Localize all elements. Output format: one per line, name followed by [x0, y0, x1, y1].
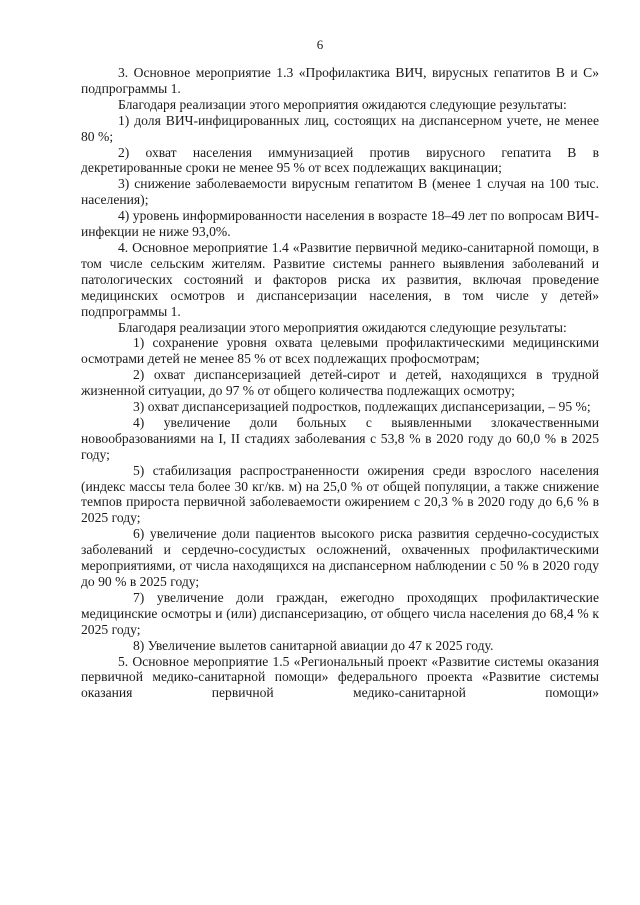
- paragraph-results-intro: Благодаря реализации этого мероприятия ожидаются следующие результаты:: [118, 319, 567, 335]
- list-item: 3) снижение заболеваемости вирусным гепатитом В (менее 1 случая на 100 тыс. населения);: [81, 176, 599, 208]
- paragraph-measure-1-3: 3. Основное мероприятие 1.3 «Профилактика ВИЧ, вирусных гепатитов В и С» подпрограммы 1.: [81, 65, 599, 96]
- paragraph-measure-1-5: 5. Основное мероприятие 1.5 «Региональный проект «Развитие системы оказания первичной медико-санитарной помощи» федерального проекта «Развитие системы оказания первичной медико-санитарной помощи»: [81, 653, 599, 701]
- paragraph-measure-1-4: 4. Основное мероприятие 1.4 «Развитие первичной медико-санитарной помощи, в том числе сельским жителям. Развитие системы раннего выявления заболеваний и патологических состояний и факторов риска их развития, включая проведение медицинских осмотров и диспансеризации населения, в том числе у детей» подпрограммы 1.: [81, 239, 599, 319]
- page-number: 6: [316, 37, 324, 52]
- list-item: 1) доля ВИЧ-инфицированных лиц, состоящих на диспансерном учете, не менее 80 %;: [81, 112, 599, 144]
- list-item: 7) увеличение доли граждан, ежегодно проходящих профилактические медицинские осмотры и (или) диспансеризацию, от общего числа населения до 68,4 % к 2025 году;: [81, 589, 599, 637]
- list-item: 4) уровень информированности населения в возрасте 18–49 лет по вопросам ВИЧ-инфекции не ниже 93,0%.: [81, 208, 599, 240]
- document-body: [81, 65, 599, 701]
- list-item: 2) охват населения иммунизацией против вирусного гепатита В в декретированные сроки не менее 95 % от всех подлежащих вакцинации;: [81, 144, 599, 176]
- paragraph-results-intro: Благодаря реализации этого мероприятия ожидаются следующие результаты:: [118, 96, 567, 112]
- list-item: 4) увеличение доли больных с выявленными злокачественными новообразованиями на I, II стадиях заболевания с 53,8 % в 2020 году до 60,0 % в 2025 году;: [81, 414, 599, 462]
- list-item: 3) охват диспансеризацией подростков, подлежащих диспансеризации, – 95 %;: [133, 399, 591, 415]
- list-item: 5) стабилизация распространенности ожирения среди взрослого населения (индекс массы тела более 30 кг/кв. м) на 25,0 % от общей популяции, а также снижение темпов прироста первичной заболеваемости ожирением с 20,3 % в 2020 году до 6,6 % в 2025 году;: [81, 462, 599, 526]
- list-item: 6) увеличение доли пациентов высокого риска развития сердечно-сосудистых заболеваний и сердечно-сосудистых осложнений, охваченных профилактическими мероприятиями, от числа находящихся на диспансерном наблюдении с 50 % в 2020 году до 90 % в 2025 году;: [81, 526, 599, 589]
- list-item: 1) сохранение уровня охвата целевыми профилактическими медицинскими осмотрами детей не менее 85 % от всех подлежащих профосмотрам;: [81, 335, 599, 367]
- list-item: 2) охват диспансеризацией детей-сирот и детей, находящихся в трудной жизненной ситуации, до 97 % от общего количества подлежащих осмотру;: [81, 367, 599, 399]
- list-item: 8) Увеличение вылетов санитарной авиации до 47 к 2025 году.: [133, 637, 494, 653]
